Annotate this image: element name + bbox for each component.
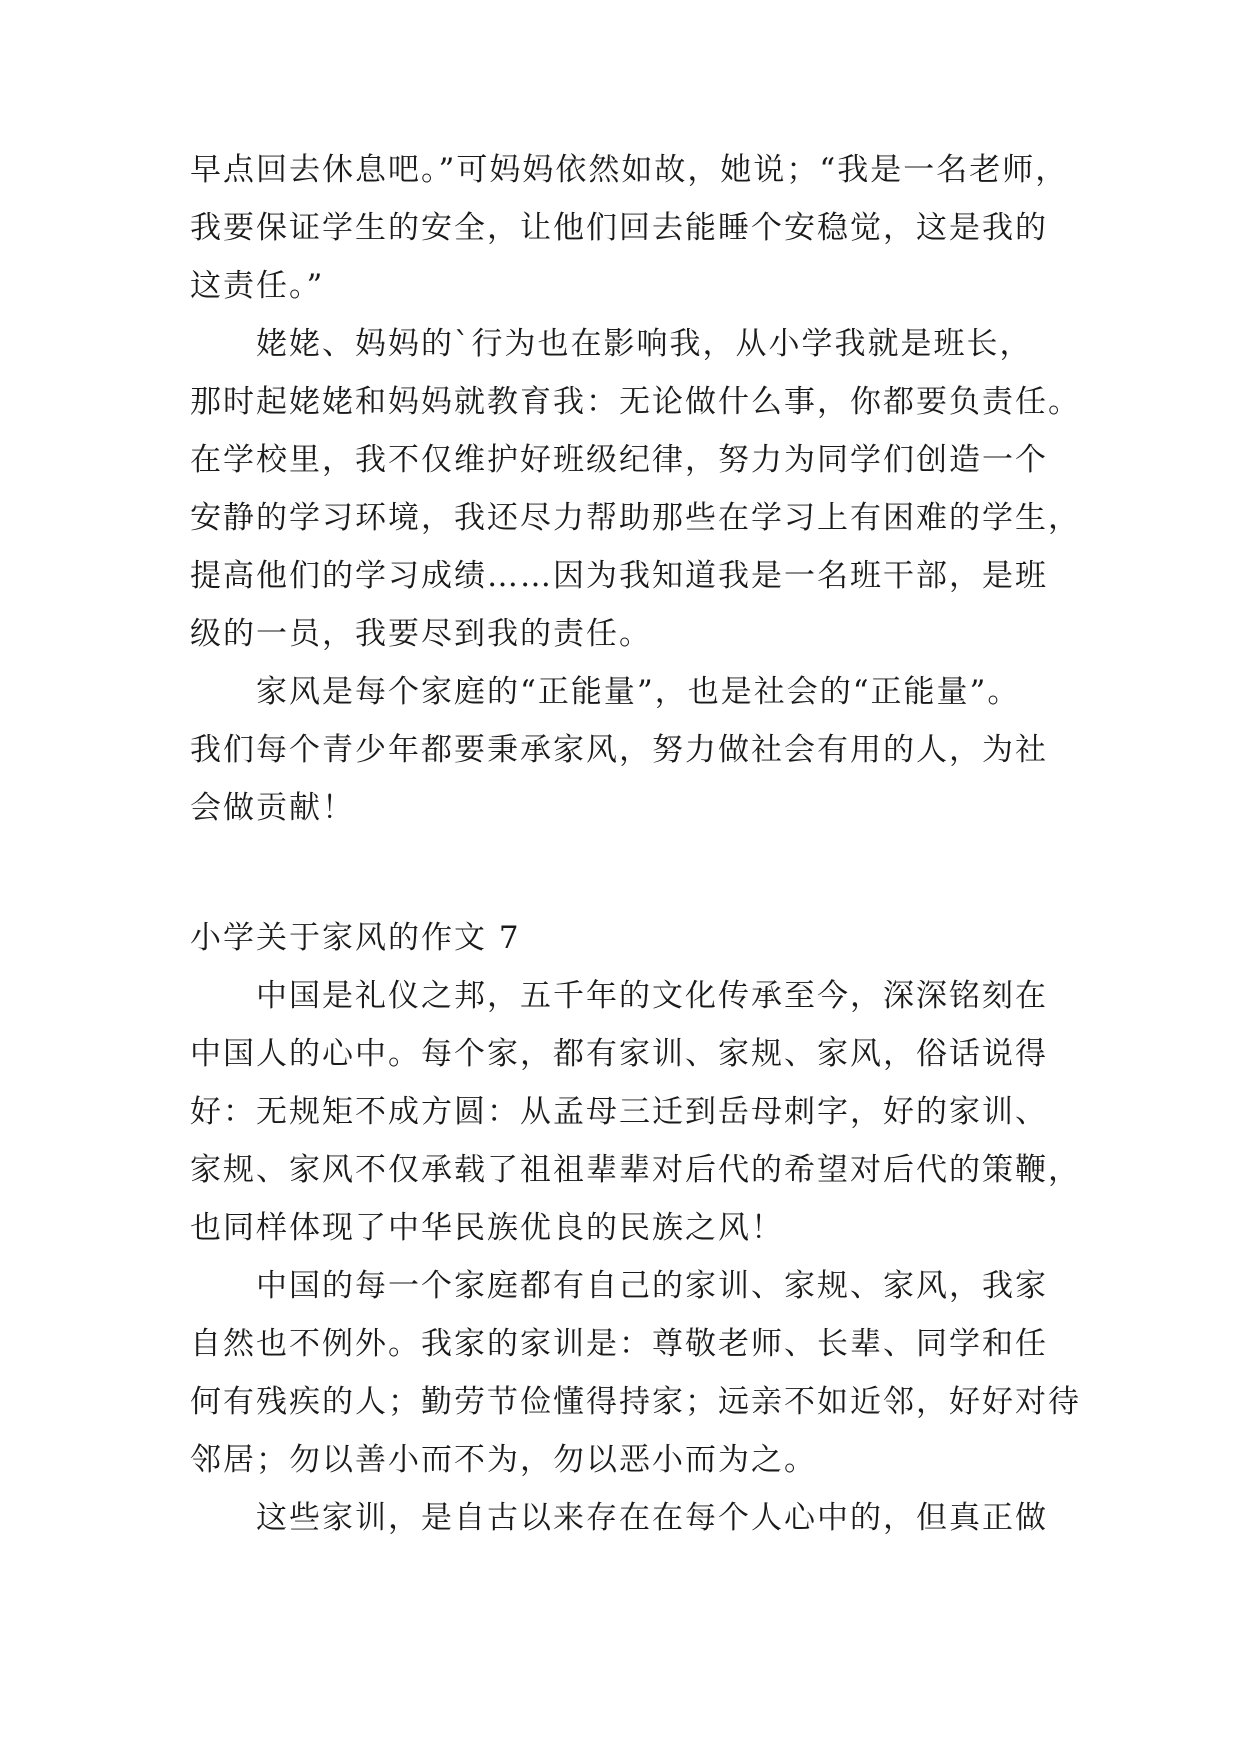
paragraph-line: 邻居；勿以善小而不为，勿以恶小而为之。 (190, 1442, 817, 1478)
paragraph-line: 中国的每一个家庭都有自己的家训、家规、家风，我家 (256, 1268, 1048, 1304)
paragraph-line: 家风是每个家庭的“正能量”，也是社会的“正能量”。 (256, 674, 1021, 710)
paragraph-line: 中国是礼仪之邦，五千年的文化传承至今，深深铭刻在 (256, 978, 1048, 1014)
section-heading: 小学关于家风的作文 7 (190, 920, 521, 956)
paragraph-line: 姥姥、妈妈的`行为也在影响我，从小学我就是班长， (256, 326, 1033, 362)
paragraph-line: 提高他们的学习成绩……因为我知道我是一名班干部，是班 (190, 558, 1048, 594)
paragraph-line: 级的一员，我要尽到我的责任。 (190, 616, 652, 652)
paragraph-line: 我们每个青少年都要秉承家风，努力做社会有用的人，为社 (190, 732, 1048, 768)
paragraph-line: 那时起姥姥和妈妈就教育我：无论做什么事，你都要负责任。 (190, 384, 1081, 420)
paragraph-line: 中国人的心中。每个家，都有家训、家规、家风，俗话说得 (190, 1036, 1048, 1072)
paragraph-line: 这责任。” (190, 268, 325, 304)
paragraph-line: 家规、家风不仅承载了祖祖辈辈对后代的希望对后代的策鞭， (190, 1152, 1081, 1188)
paragraph-line: 自然也不例外。我家的家训是：尊敬老师、长辈、同学和任 (190, 1326, 1048, 1362)
paragraph-line: 在学校里，我不仅维护好班级纪律，努力为同学们创造一个 (190, 442, 1048, 478)
paragraph-line: 也同样体现了中华民族优良的民族之风！ (190, 1210, 784, 1246)
paragraph-line: 会做贡献！ (190, 790, 355, 826)
paragraph-line: 这些家训，是自古以来存在在每个人心中的，但真正做 (256, 1500, 1048, 1536)
paragraph-line: 早点回去休息吧。”可妈妈依然如故，她说；“我是一名老师， (190, 152, 1069, 188)
paragraph-line: 好：无规矩不成方圆：从孟母三迁到岳母刺字，好的家训、 (190, 1094, 1048, 1130)
paragraph-line: 安静的学习环境，我还尽力帮助那些在学习上有困难的学生， (190, 500, 1081, 536)
paragraph-line: 我要保证学生的安全，让他们回去能睡个安稳觉，这是我的 (190, 210, 1048, 246)
paragraph-line: 何有残疾的人；勤劳节俭懂得持家；远亲不如近邻，好好对待 (190, 1384, 1081, 1420)
